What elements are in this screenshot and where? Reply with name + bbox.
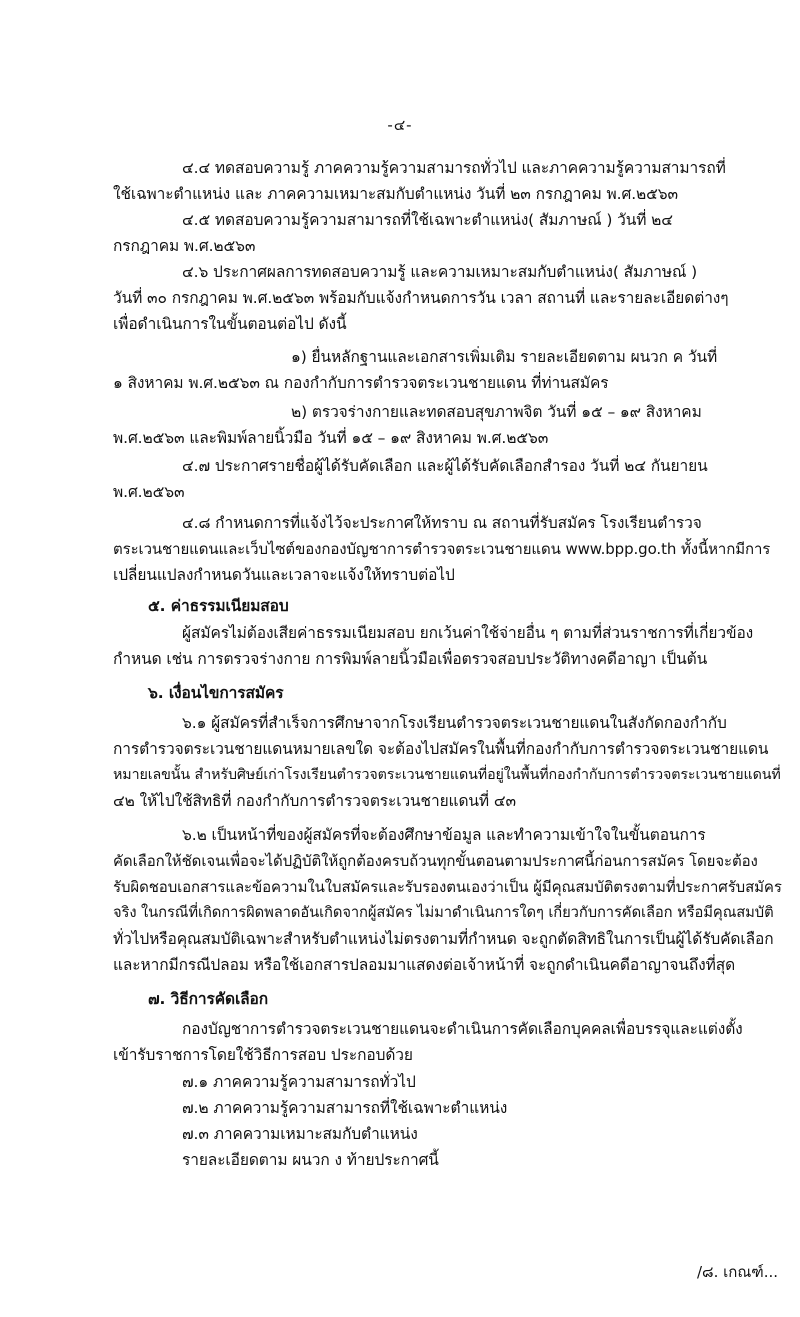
section-7-line-1: กองบัญชาการตำรวจตระเวนชายแดนจะดำเนินการคัดเลือกบุคคลเพื่อบรรจุและแต่งตั้ง <box>182 1020 743 1038</box>
item-4-4-line-2: ใช้เฉพาะตำแหน่ง และ ภาคความเหมาะสมกับตำแหน่ง วันที่ ๒๓ กรกฎาคม พ.ศ.๒๕๖๓ <box>113 185 679 203</box>
item-4-4-line-1: ๔.๔ ทดสอบความรู้ ภาคความรู้ความสามารถทั่วไป และภาคความรู้ความสามารถที่ <box>182 159 726 177</box>
section-5-line-2: กำหนด เช่น การตรวจร่างกาย การพิมพ์ลายนิ้วมือเพื่อตรวจสอบประวัติทางคดีอาญา เป็นต้น <box>113 650 708 668</box>
item-6-2-line-4: จริง ในกรณีที่เกิดการผิดพลาดอันเกิดจากผู้สมัคร ไม่มาดำเนินการใดๆ เกี่ยวกับการคัดเลือก หรือมีคุณสมบัติ <box>113 904 774 921</box>
item-4-7-line-1: ๔.๗ ประกาศรายชื่อผู้ได้รับคัดเลือก และผู้ได้รับคัดเลือกสำรอง วันที่ ๒๔ กันยายน <box>182 457 708 475</box>
continuation-marker: /๘. เกณฑ์... <box>696 1263 778 1281</box>
item-4-5-line-2: กรกฎาคม พ.ศ.๒๕๖๓ <box>113 237 256 255</box>
section-7-heading: ๗. วิธีการคัดเลือก <box>148 990 269 1008</box>
item-7-2: ๗.๒ ภาคความรู้ความสามารถที่ใช้เฉพาะตำแหน่ง <box>182 1099 508 1117</box>
section-7-reference: รายละเอียดตาม ผนวก ง ท้ายประกาศนี้ <box>182 1151 439 1169</box>
item-6-2-line-6: และหากมีกรณีปลอม หรือใช้เอกสารปลอมมาแสดงต่อเจ้าหน้าที่ จะถูกดำเนินคดีอาญาจนถึงที่สุด <box>113 956 736 974</box>
item-4-5-line-1: ๔.๕ ทดสอบความรู้ความสามารถที่ใช้เฉพาะตำแหน่ง( สัมภาษณ์ ) วันที่ ๒๔ <box>182 211 673 229</box>
item-7-3: ๗.๓ ภาคความเหมาะสมกับตำแหน่ง <box>182 1125 418 1143</box>
item-4-6-line-1: ๔.๖ ประกาศผลการทดสอบความรู้ และความเหมาะสมกับตำแหน่ง( สัมภาษณ์ ) <box>182 263 698 281</box>
item-6-1-line-1: ๖.๑ ผู้สมัครที่สำเร็จการศึกษาจากโรงเรียนตำรวจตระเวนชายแดนในสังกัดกองกำกับ <box>182 714 727 732</box>
item-4-6-line-3: เพื่อดำเนินการในขั้นตอนต่อไป ดังนี้ <box>113 315 347 333</box>
item-4-8-line-1: ๔.๘ กำหนดการที่แจ้งไว้จะประกาศให้ทราบ ณ สถานที่รับสมัคร โรงเรียนตำรวจ <box>182 514 702 532</box>
sub-item-2-line-2: พ.ศ.๒๕๖๓ และพิมพ์ลายนิ้วมือ วันที่ ๑๕ – ๑๙ สิงหาคม พ.ศ.๒๕๖๓ <box>113 429 549 447</box>
item-6-2-line-5: ทั่วไปหรือคุณสมบัติเฉพาะสำหรับตำแหน่งไม่ตรงตามที่กำหนด จะถูกตัดสิทธิในการเป็นผู้ได้รับคัดเลือก <box>113 930 774 948</box>
item-4-7-line-2: พ.ศ.๒๕๖๓ <box>113 483 185 501</box>
sub-item-1-line-2: ๑ สิงหาคม พ.ศ.๒๕๖๓ ณ กองกำกับการตำรวจตระเวนชายแดน ที่ท่านสมัคร <box>113 374 609 392</box>
item-7-1: ๗.๑ ภาคความรู้ความสามารถทั่วไป <box>182 1073 416 1091</box>
item-6-2-line-2: คัดเลือกให้ชัดเจนเพื่อจะได้ปฏิบัติให้ถูกต้องครบถ้วนทุกขั้นตอนตามประกาศนี้ก่อนการสมัคร โดยจะต้อง <box>113 852 758 870</box>
section-6-heading: ๖. เงื่อนไขการสมัคร <box>148 684 284 702</box>
page-number: -๔- <box>387 116 413 134</box>
item-4-8-line-2: ตระเวนชายแดนและเว็บไซต์ของกองบัญชาการตำรวจตระเวนชายแดน www.bpp.go.th ทั้งนี้หากมีการ <box>113 540 771 558</box>
section-5-line-1: ผู้สมัครไม่ต้องเสียค่าธรรมเนียมสอบ ยกเว้นค่าใช้จ่ายอื่น ๆ ตามที่ส่วนราชการที่เกี่ยวข้อง <box>182 624 754 642</box>
section-5-heading: ๕. ค่าธรรมเนียมสอบ <box>148 597 289 615</box>
section-7-line-2: เข้ารับราชการโดยใช้วิธีการสอบ ประกอบด้วย <box>113 1046 413 1064</box>
item-6-2-line-1: ๖.๒ เป็นหน้าที่ของผู้สมัครที่จะต้องศึกษาข้อมูล และทำความเข้าใจในขั้นตอนการ <box>182 826 706 844</box>
item-4-8-line-3: เปลี่ยนแปลงกำหนดวันและเวลาจะแจ้งให้ทราบต่อไป <box>113 566 455 584</box>
item-4-6-line-2: วันที่ ๓๐ กรกฎาคม พ.ศ.๒๕๖๓ พร้อมกับแจ้งกำหนดการวัน เวลา สถานที่ และรายละเอียดต่างๆ <box>113 289 729 307</box>
sub-item-1-line-1: ๑) ยื่นหลักฐานและเอกสารเพิ่มเติม รายละเอียดตาม ผนวก ค วันที่ <box>291 348 718 366</box>
item-6-1-line-3: หมายเลขนั้น สำหรับศิษย์เก่าโรงเรียนตำรวจตระเวนชายแดนที่อยู่ในพื้นที่กองกำกับการตำรวจตระเวนชายแดนที่ <box>113 767 781 783</box>
item-6-1-line-2: การตำรวจตระเวนชายแดนหมายเลขใด จะต้องไปสมัครในพื้นที่กองกำกับการตำรวจตระเวนชายแดน <box>113 740 769 758</box>
item-6-1-line-4: ๔๒ ให้ไปใช้สิทธิที่ กองกำกับการตำรวจตระเวนชายแดนที่ ๔๓ <box>113 792 516 810</box>
item-6-2-line-3: รับผิดชอบเอกสารและข้อความในใบสมัครและรับรองตนเองว่าเป็น ผู้มีคุณสมบัติตรงตามที่ประกาศรับสมัคร <box>113 878 782 896</box>
sub-item-2-line-1: ๒) ตรวจร่างกายและทดสอบสุขภาพจิต วันที่ ๑๕ – ๑๙ สิงหาคม <box>291 403 702 421</box>
